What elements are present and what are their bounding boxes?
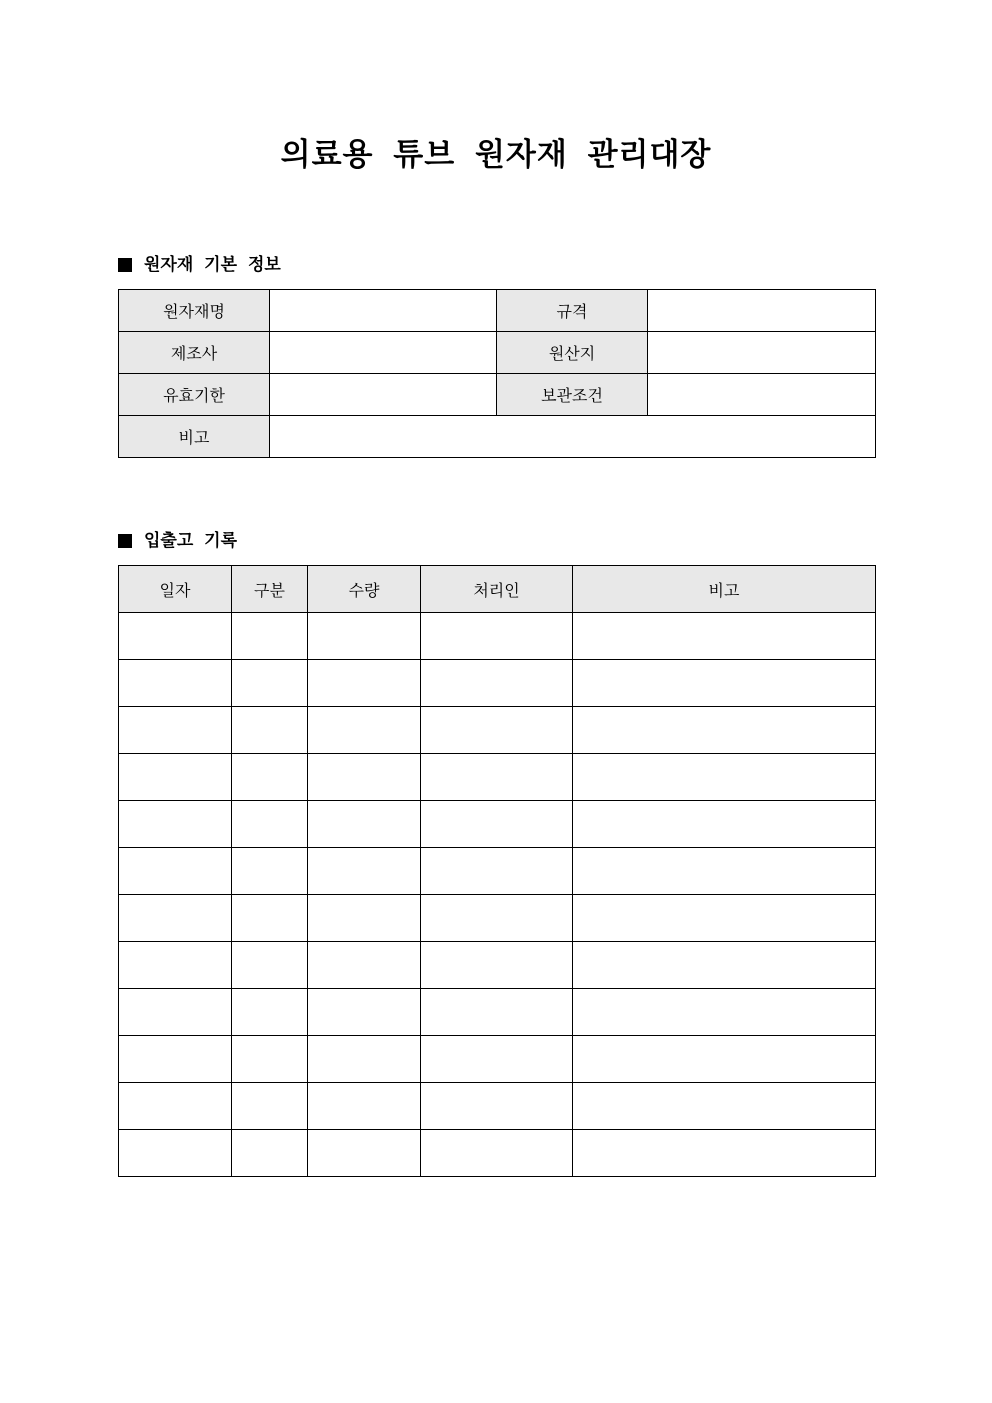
type-cell[interactable] [232,613,308,660]
remarks-cell[interactable] [573,942,876,989]
handler-cell[interactable] [421,660,573,707]
handler-cell[interactable] [421,1130,573,1177]
date-cell[interactable] [119,801,232,848]
date-cell[interactable] [119,1130,232,1177]
label-spec: 규격 [497,290,648,332]
table-row [119,1036,876,1083]
table-row [119,754,876,801]
date-cell[interactable] [119,1083,232,1130]
quantity-cell[interactable] [308,989,421,1036]
type-cell[interactable] [232,942,308,989]
date-cell[interactable] [119,660,232,707]
column-header-handler: 처리인 [421,566,573,613]
remarks-cell[interactable] [573,1083,876,1130]
table-row [119,332,876,374]
quantity-cell[interactable] [308,1130,421,1177]
handler-cell[interactable] [421,707,573,754]
table-row [119,895,876,942]
type-cell[interactable] [232,1083,308,1130]
type-cell[interactable] [232,754,308,801]
quantity-cell[interactable] [308,1036,421,1083]
handler-cell[interactable] [421,989,573,1036]
quantity-cell[interactable] [308,707,421,754]
type-cell[interactable] [232,660,308,707]
column-header-quantity: 수량 [308,566,421,613]
remarks-cell[interactable] [573,613,876,660]
date-cell[interactable] [119,942,232,989]
table-row [119,290,876,332]
document-title: 의료용 튜브 원자재 관리대장 [280,137,712,173]
remarks-cell[interactable] [573,895,876,942]
remarks-cell[interactable] [573,848,876,895]
date-cell[interactable] [119,613,232,660]
square-bullet-icon [118,258,132,272]
table-row [119,374,876,416]
table-row [119,1083,876,1130]
handler-cell[interactable] [421,942,573,989]
label-material-name: 원자재명 [119,290,270,332]
remarks-cell[interactable] [573,660,876,707]
date-cell[interactable] [119,754,232,801]
type-cell[interactable] [232,1130,308,1177]
table-header-row [119,566,876,613]
quantity-cell[interactable] [308,848,421,895]
type-cell[interactable] [232,801,308,848]
origin-field[interactable] [648,332,876,374]
date-cell[interactable] [119,848,232,895]
quantity-cell[interactable] [308,754,421,801]
remarks-cell[interactable] [573,1036,876,1083]
section-heading-label: 입출고 기록 [144,531,238,551]
remarks-cell[interactable] [573,707,876,754]
remarks-cell[interactable] [573,989,876,1036]
table-row [119,1130,876,1177]
handler-cell[interactable] [421,754,573,801]
handler-cell[interactable] [421,1036,573,1083]
handler-cell[interactable] [421,1083,573,1130]
table-row [119,942,876,989]
type-cell[interactable] [232,989,308,1036]
table-row [119,416,876,458]
handler-cell[interactable] [421,801,573,848]
column-header-type: 구분 [232,566,308,613]
label-storage: 보관조건 [497,374,648,416]
quantity-cell[interactable] [308,1083,421,1130]
type-cell[interactable] [232,848,308,895]
material-name-field[interactable] [270,290,497,332]
handler-cell[interactable] [421,613,573,660]
table-row [119,707,876,754]
label-expiry: 유효기한 [119,374,270,416]
table-row [119,801,876,848]
remarks-cell[interactable] [573,801,876,848]
quantity-cell[interactable] [308,801,421,848]
label-origin: 원산지 [497,332,648,374]
type-cell[interactable] [232,895,308,942]
inout-log-body [119,613,876,1177]
quantity-cell[interactable] [308,895,421,942]
basic-info-table [118,289,876,458]
spec-field[interactable] [648,290,876,332]
quantity-cell[interactable] [308,942,421,989]
inout-log-table [118,565,876,1177]
remarks-cell[interactable] [573,1130,876,1177]
table-row [119,989,876,1036]
remarks-field[interactable] [270,416,876,458]
label-manufacturer: 제조사 [119,332,270,374]
table-row [119,848,876,895]
type-cell[interactable] [232,707,308,754]
handler-cell[interactable] [421,895,573,942]
section-heading-inout-log [118,528,237,554]
quantity-cell[interactable] [308,660,421,707]
remarks-cell[interactable] [573,754,876,801]
label-remarks: 비고 [119,416,270,458]
expiry-field[interactable] [270,374,497,416]
date-cell[interactable] [119,989,232,1036]
section-heading-basic-info [118,252,281,278]
type-cell[interactable] [232,1036,308,1083]
date-cell[interactable] [119,1036,232,1083]
table-row [119,613,876,660]
section-heading-label: 원자재 기본 정보 [144,255,281,275]
manufacturer-field[interactable] [270,332,497,374]
storage-field[interactable] [648,374,876,416]
column-header-remarks: 비고 [573,566,876,613]
square-bullet-icon [118,534,132,548]
date-cell[interactable] [119,707,232,754]
handler-cell[interactable] [421,848,573,895]
quantity-cell[interactable] [308,613,421,660]
date-cell[interactable] [119,895,232,942]
column-header-date: 일자 [119,566,232,613]
table-row [119,660,876,707]
